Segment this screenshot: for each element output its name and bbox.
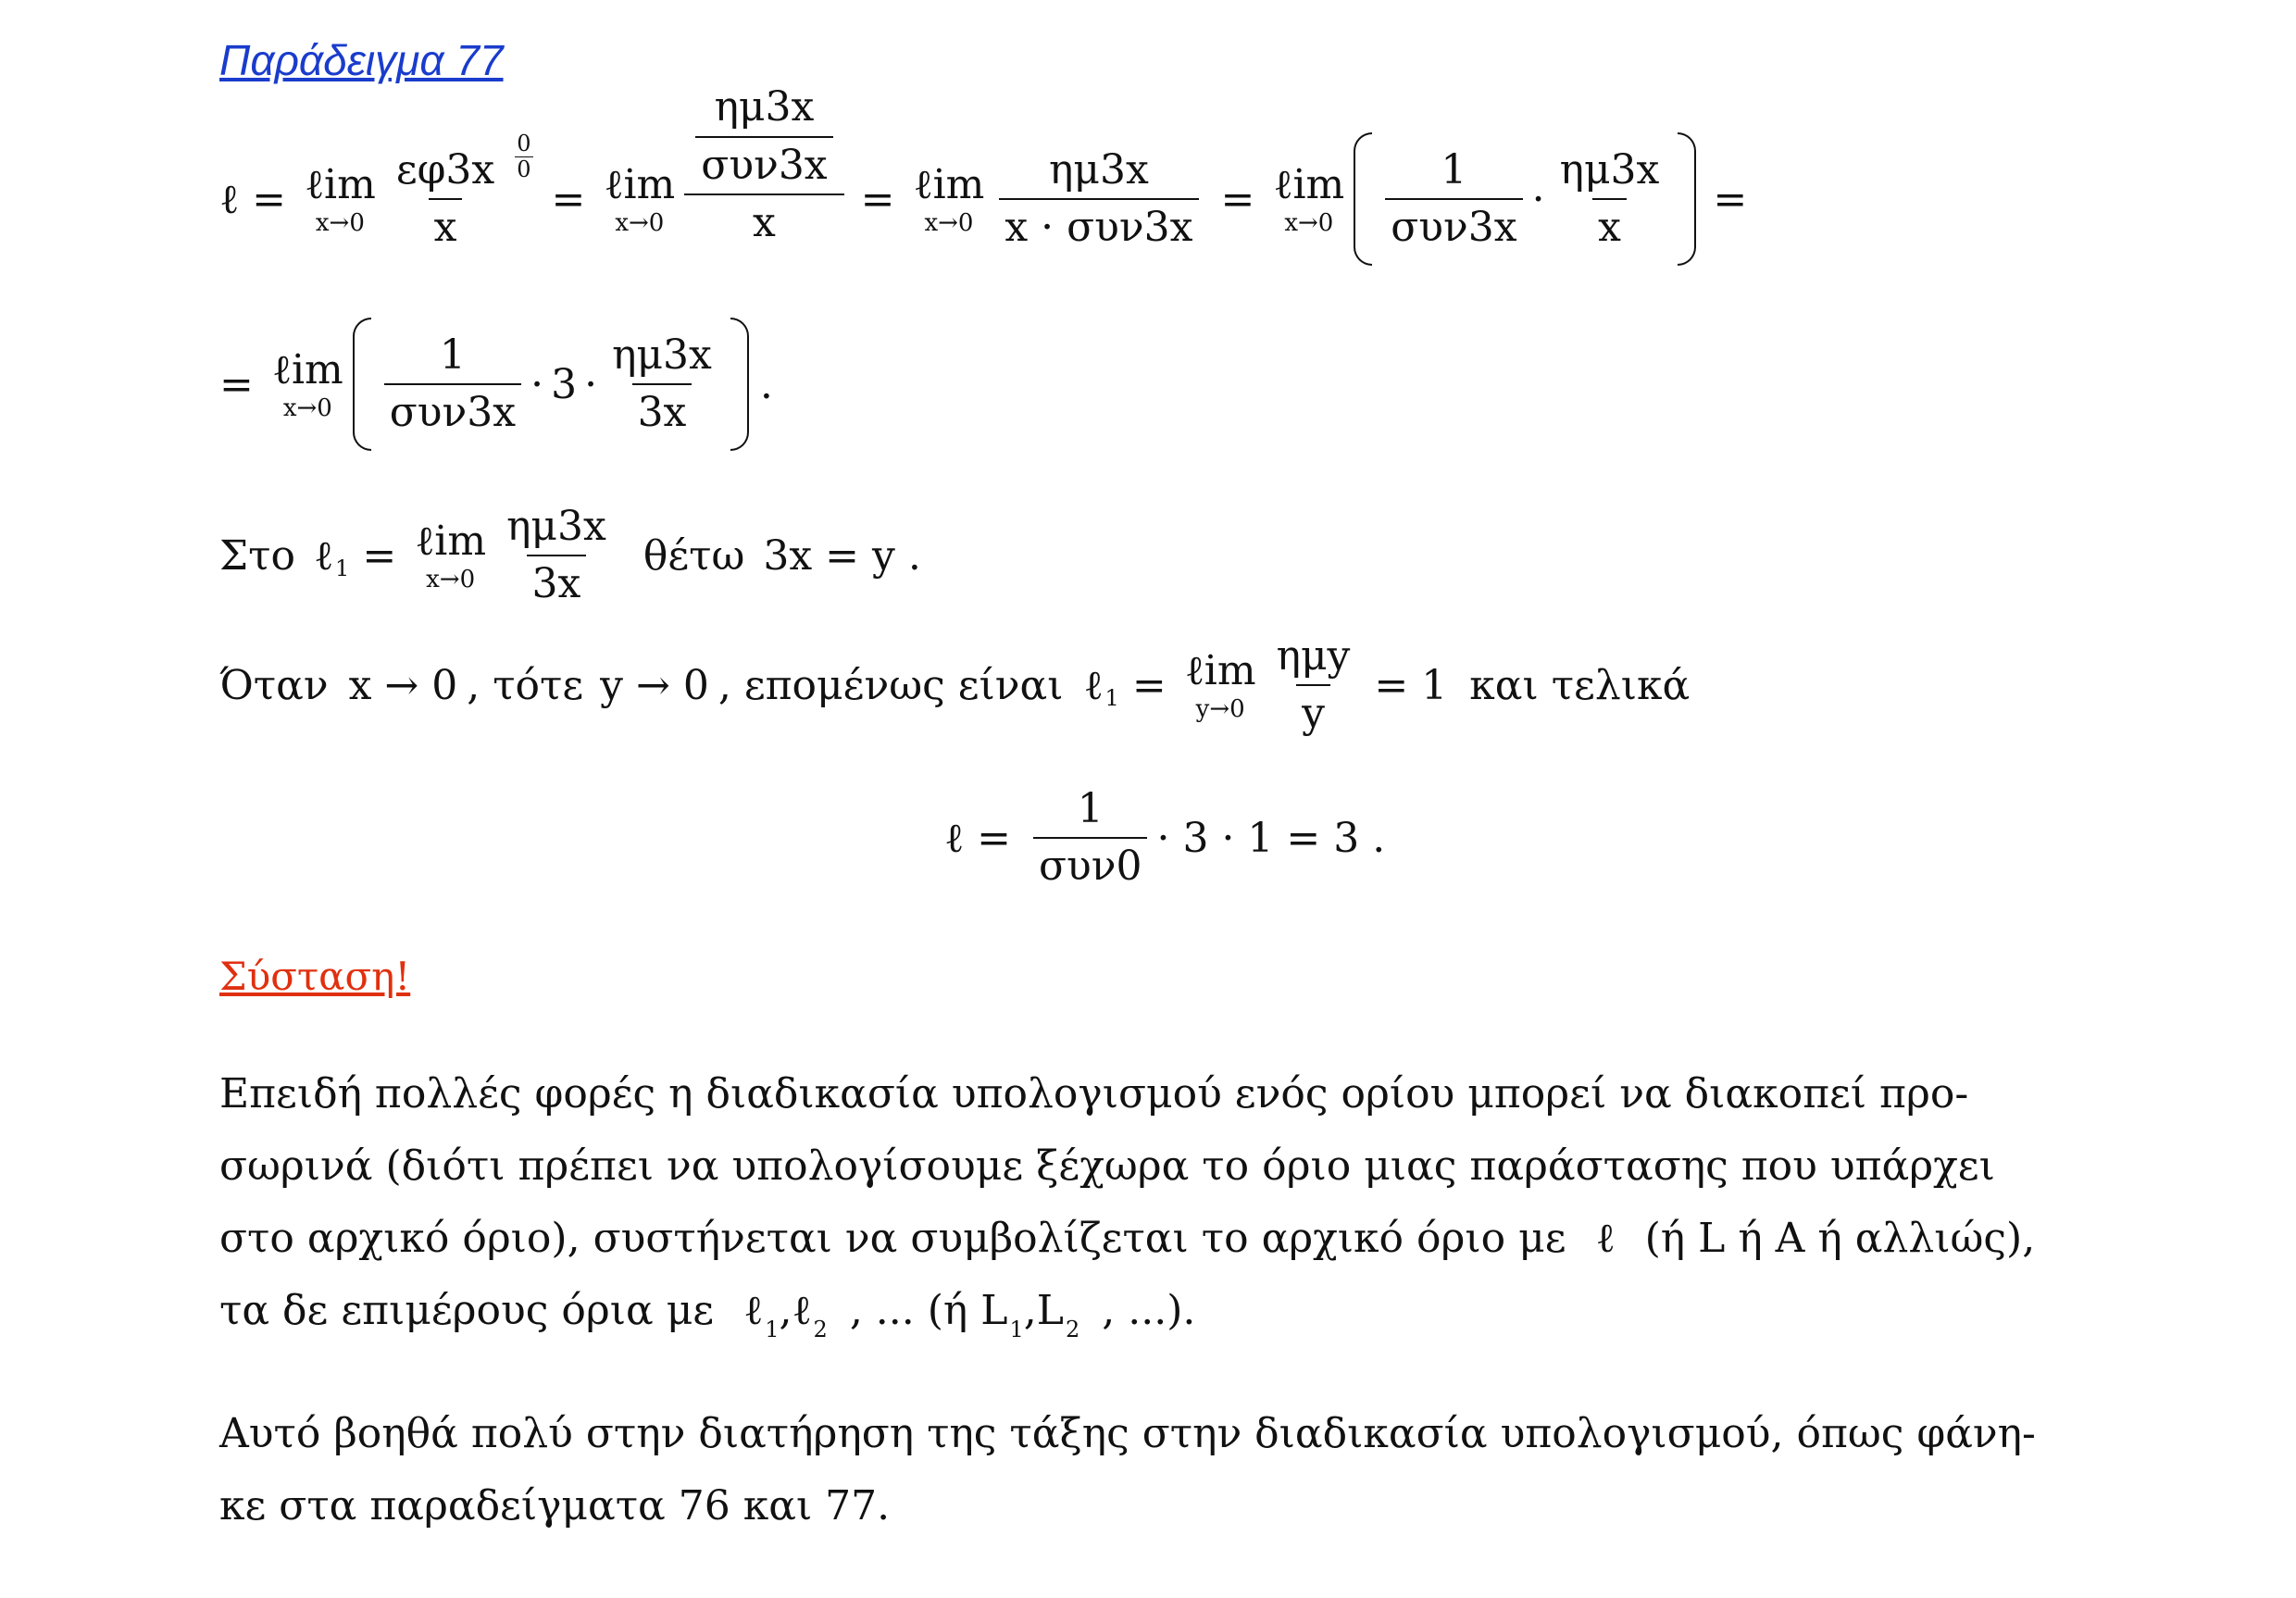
- multiplication-dot: ·: [530, 360, 544, 408]
- limit-operator: ℓim y→0: [1184, 646, 1256, 724]
- epomenos-text: , επομένως είναι: [718, 661, 1064, 709]
- recommendation-heading: Σύσταση!: [219, 954, 411, 999]
- paragraph-line: κε στα παραδείγματα 76 και 77.: [219, 1482, 891, 1529]
- period: .: [907, 531, 921, 580]
- compound-fraction: ημ3x συν3x x: [690, 85, 838, 245]
- equals-sign: =: [860, 175, 895, 223]
- example-heading: Παράδειγμα 77: [219, 36, 504, 84]
- equals-sign: =: [977, 814, 1011, 862]
- subscript-1: 1: [1104, 685, 1119, 711]
- fraction-im3x-over-3x: $\frac{\eta\mu 3x}{3x}$: [506, 502, 606, 607]
- x-to-zero: x → 0: [348, 661, 458, 709]
- fraction-imy-over-y: $\frac{\text{ημy}}{y}$: [1276, 631, 1351, 737]
- zero-over-zero-marker: $\frac{0}{0}$: [517, 131, 531, 182]
- fraction-1-over-syn3x: $\frac{1}{\text{συν3x}}$: [384, 333, 521, 436]
- period: .: [759, 360, 773, 408]
- fraction-ef3x-over-x: $\frac{\varepsilon\varphi 3x}{x}$: [395, 145, 495, 251]
- multiplication-dot: ·: [1531, 175, 1545, 223]
- tote-text: , τότε: [467, 661, 584, 709]
- fraction-im3x-over-xsyn3x: $\frac{\eta\mu 3x}{\text{x · συν3x}}$: [999, 148, 1198, 251]
- equals-sign: =: [219, 360, 254, 408]
- equals-one: = 1: [1374, 661, 1448, 709]
- left-parenthesis: [1354, 132, 1372, 266]
- equals-sign: =: [1220, 175, 1255, 223]
- factor-three: 3: [551, 360, 578, 408]
- final-tail: · 3 · 1 = 3 .: [1156, 814, 1386, 862]
- final-result: [944, 773, 1385, 903]
- fraction-1-over-syn0: $\frac{1}{\text{συν0}}$: [1033, 787, 1148, 890]
- equals-sign: =: [362, 531, 397, 580]
- kai-telika-text: και τελικά: [1469, 661, 1691, 709]
- paragraph-line: στο αρχικό όριο), συστήνεται να συμβολίζεται το αρχικό όριο με ℓ (ή L ή A ή αλλιώς),: [219, 1215, 2036, 1262]
- limit-operator: ℓim x→0: [604, 160, 676, 238]
- equation-line-1: [219, 83, 1760, 287]
- fraction-im3x-over-3x: $\frac{\eta\mu 3x}{3x}$: [612, 331, 712, 436]
- paragraph-line: Επειδή πολλές φορές η διαδικασία υπολογισμού ενός ορίου μπορεί να διακοπεί προ-: [219, 1070, 1969, 1117]
- theto-text: θέτω: [643, 531, 745, 580]
- ell-symbol: ℓ: [219, 175, 240, 223]
- paragraph-line: Αυτό βοηθά πολύ στην διατήρηση της τάξης στην διαδικασία υπολογισμού, όπως φάνη-: [219, 1410, 2036, 1457]
- ell-symbol: ℓ: [1083, 661, 1104, 709]
- otan-text: Όταν: [219, 661, 329, 709]
- limit-operator: ℓim x→0: [304, 160, 376, 238]
- right-parenthesis: [1678, 132, 1696, 266]
- subscript-1: 1: [335, 556, 350, 581]
- limit-operator: ℓim x→0: [1273, 160, 1345, 238]
- substitution-line: [219, 495, 921, 616]
- equals-sign: =: [1713, 175, 1748, 223]
- left-parenthesis: [353, 318, 371, 451]
- paragraph-line: τα δε επιμέρους όρια με ℓ$_1$,ℓ$_2$ , ... (ή $L_1,L_2$ , ...).: [219, 1287, 1196, 1342]
- equals-sign: =: [1131, 661, 1167, 709]
- ell-symbol: ℓ: [944, 814, 965, 862]
- recommendation-paragraph: [219, 1058, 2035, 1353]
- fraction-1-over-syn3x: $\frac{1}{\text{συν3x}}$: [1385, 148, 1522, 251]
- paragraph-line: σωρινά (διότι πρέπει να υπολογίσουμε ξέχωρα το όριο μιας παράστασης που υπάρχει: [219, 1142, 1995, 1190]
- equals-sign: =: [252, 175, 286, 223]
- multiplication-dot: ·: [584, 360, 598, 408]
- equals-sign: =: [551, 175, 586, 223]
- sto-text: Στο: [219, 531, 295, 580]
- substitution-equation: 3x = y: [763, 531, 895, 580]
- limit-operator: ℓim x→0: [271, 345, 343, 423]
- right-parenthesis: [730, 318, 749, 451]
- equation-line-2: [219, 315, 773, 454]
- limit-operator: ℓim x→0: [415, 517, 487, 594]
- y-to-zero: y → 0: [600, 661, 709, 709]
- limit-conclusion-line: [219, 625, 1690, 745]
- closing-paragraph: [219, 1398, 2036, 1542]
- limit-operator: ℓim x→0: [913, 160, 985, 238]
- fraction-im3x-over-x: $\frac{\eta\mu 3x}{x}$: [1559, 145, 1660, 251]
- ell-symbol: ℓ: [313, 531, 334, 580]
